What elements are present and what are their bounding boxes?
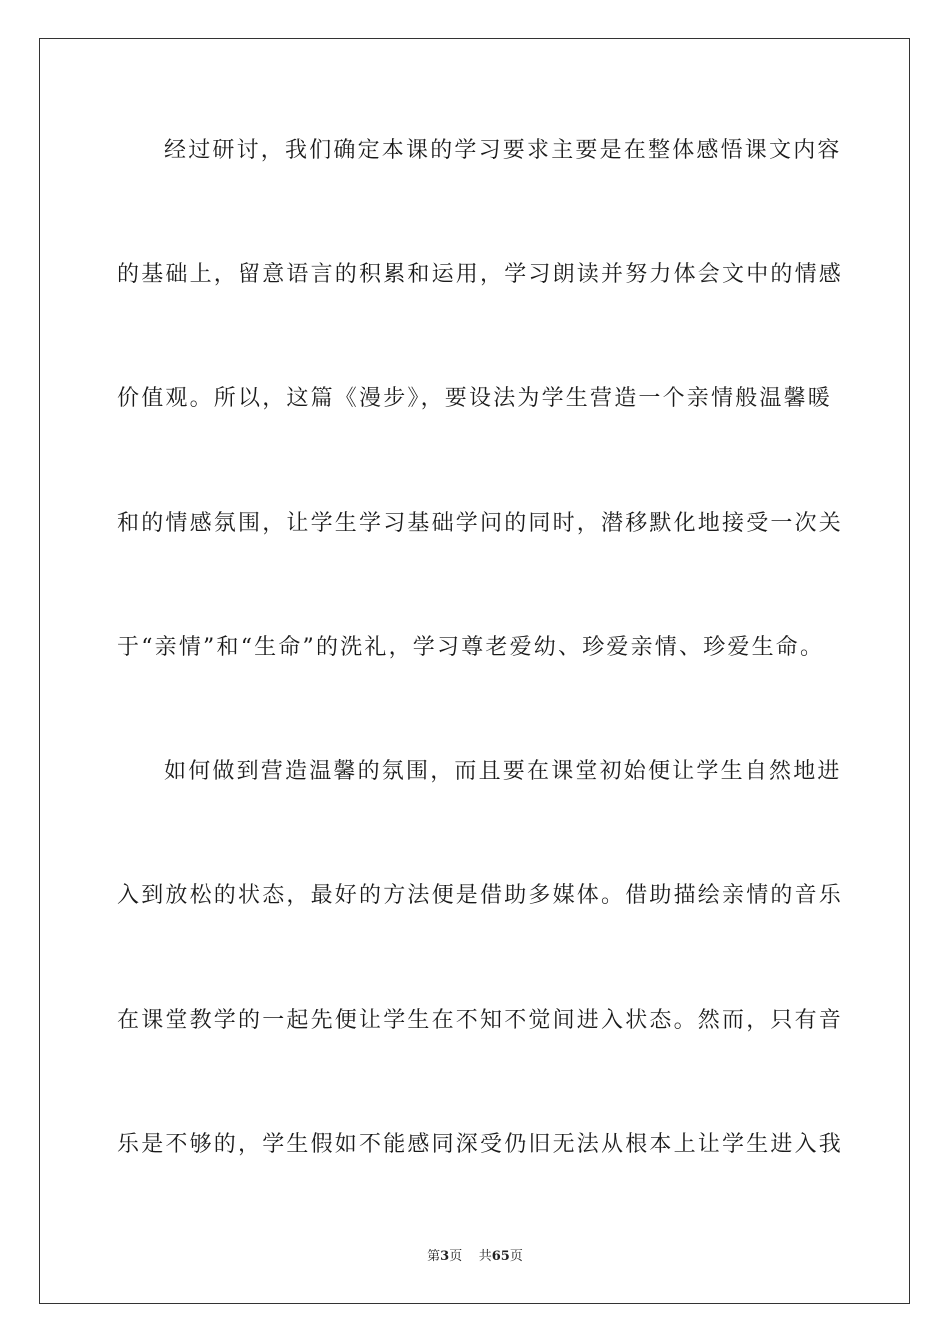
paragraph-1-line-4: 和的情感氛围，让学生学习基础学问的同时，潜移默化地接受一次关 — [117, 511, 844, 536]
paragraph-2-line-3: 在课堂教学的一起先便让学生在不知不觉间进入状态。然而，只有音 — [117, 1008, 844, 1033]
paragraph-2-line-2: 入到放松的状态，最好的方法便是借助多媒体。借助描绘亲情的音乐 — [117, 883, 844, 908]
paragraph-2-line-4: 乐是不够的，学生假如不能感同深受仍旧无法从根本上让学生进入我 — [117, 1132, 844, 1157]
total-suffix: 页 — [509, 1249, 523, 1264]
page-prefix: 第 — [427, 1249, 441, 1264]
paragraph-2-line-1: 如何做到营造温馨的氛围，而且要在课堂初始便让学生自然地进 — [164, 759, 842, 784]
current-page-number: 3 — [440, 1249, 450, 1264]
page-suffix: 页 — [449, 1249, 463, 1264]
paragraph-1-line-1: 经过研讨，我们确定本课的学习要求主要是在整体感悟课文内容 — [164, 138, 842, 163]
paragraph-1-line-2: 的基础上，留意语言的积累和运用，学习朗读并努力体会文中的情感 — [117, 262, 844, 287]
page-border — [39, 38, 910, 1304]
total-prefix: 共 — [478, 1249, 492, 1264]
paragraph-1-line-5: 于“亲情”和“生命”的洗礼，学习尊老爱幼、珍爱亲情、珍爱生命。 — [117, 635, 825, 660]
paragraph-1-line-3: 价值观。所以，这篇《漫步》，要设法为学生营造一个亲情般温馨暖 — [117, 386, 833, 411]
page-footer — [0, 1248, 950, 1266]
total-page-count: 65 — [491, 1249, 510, 1264]
